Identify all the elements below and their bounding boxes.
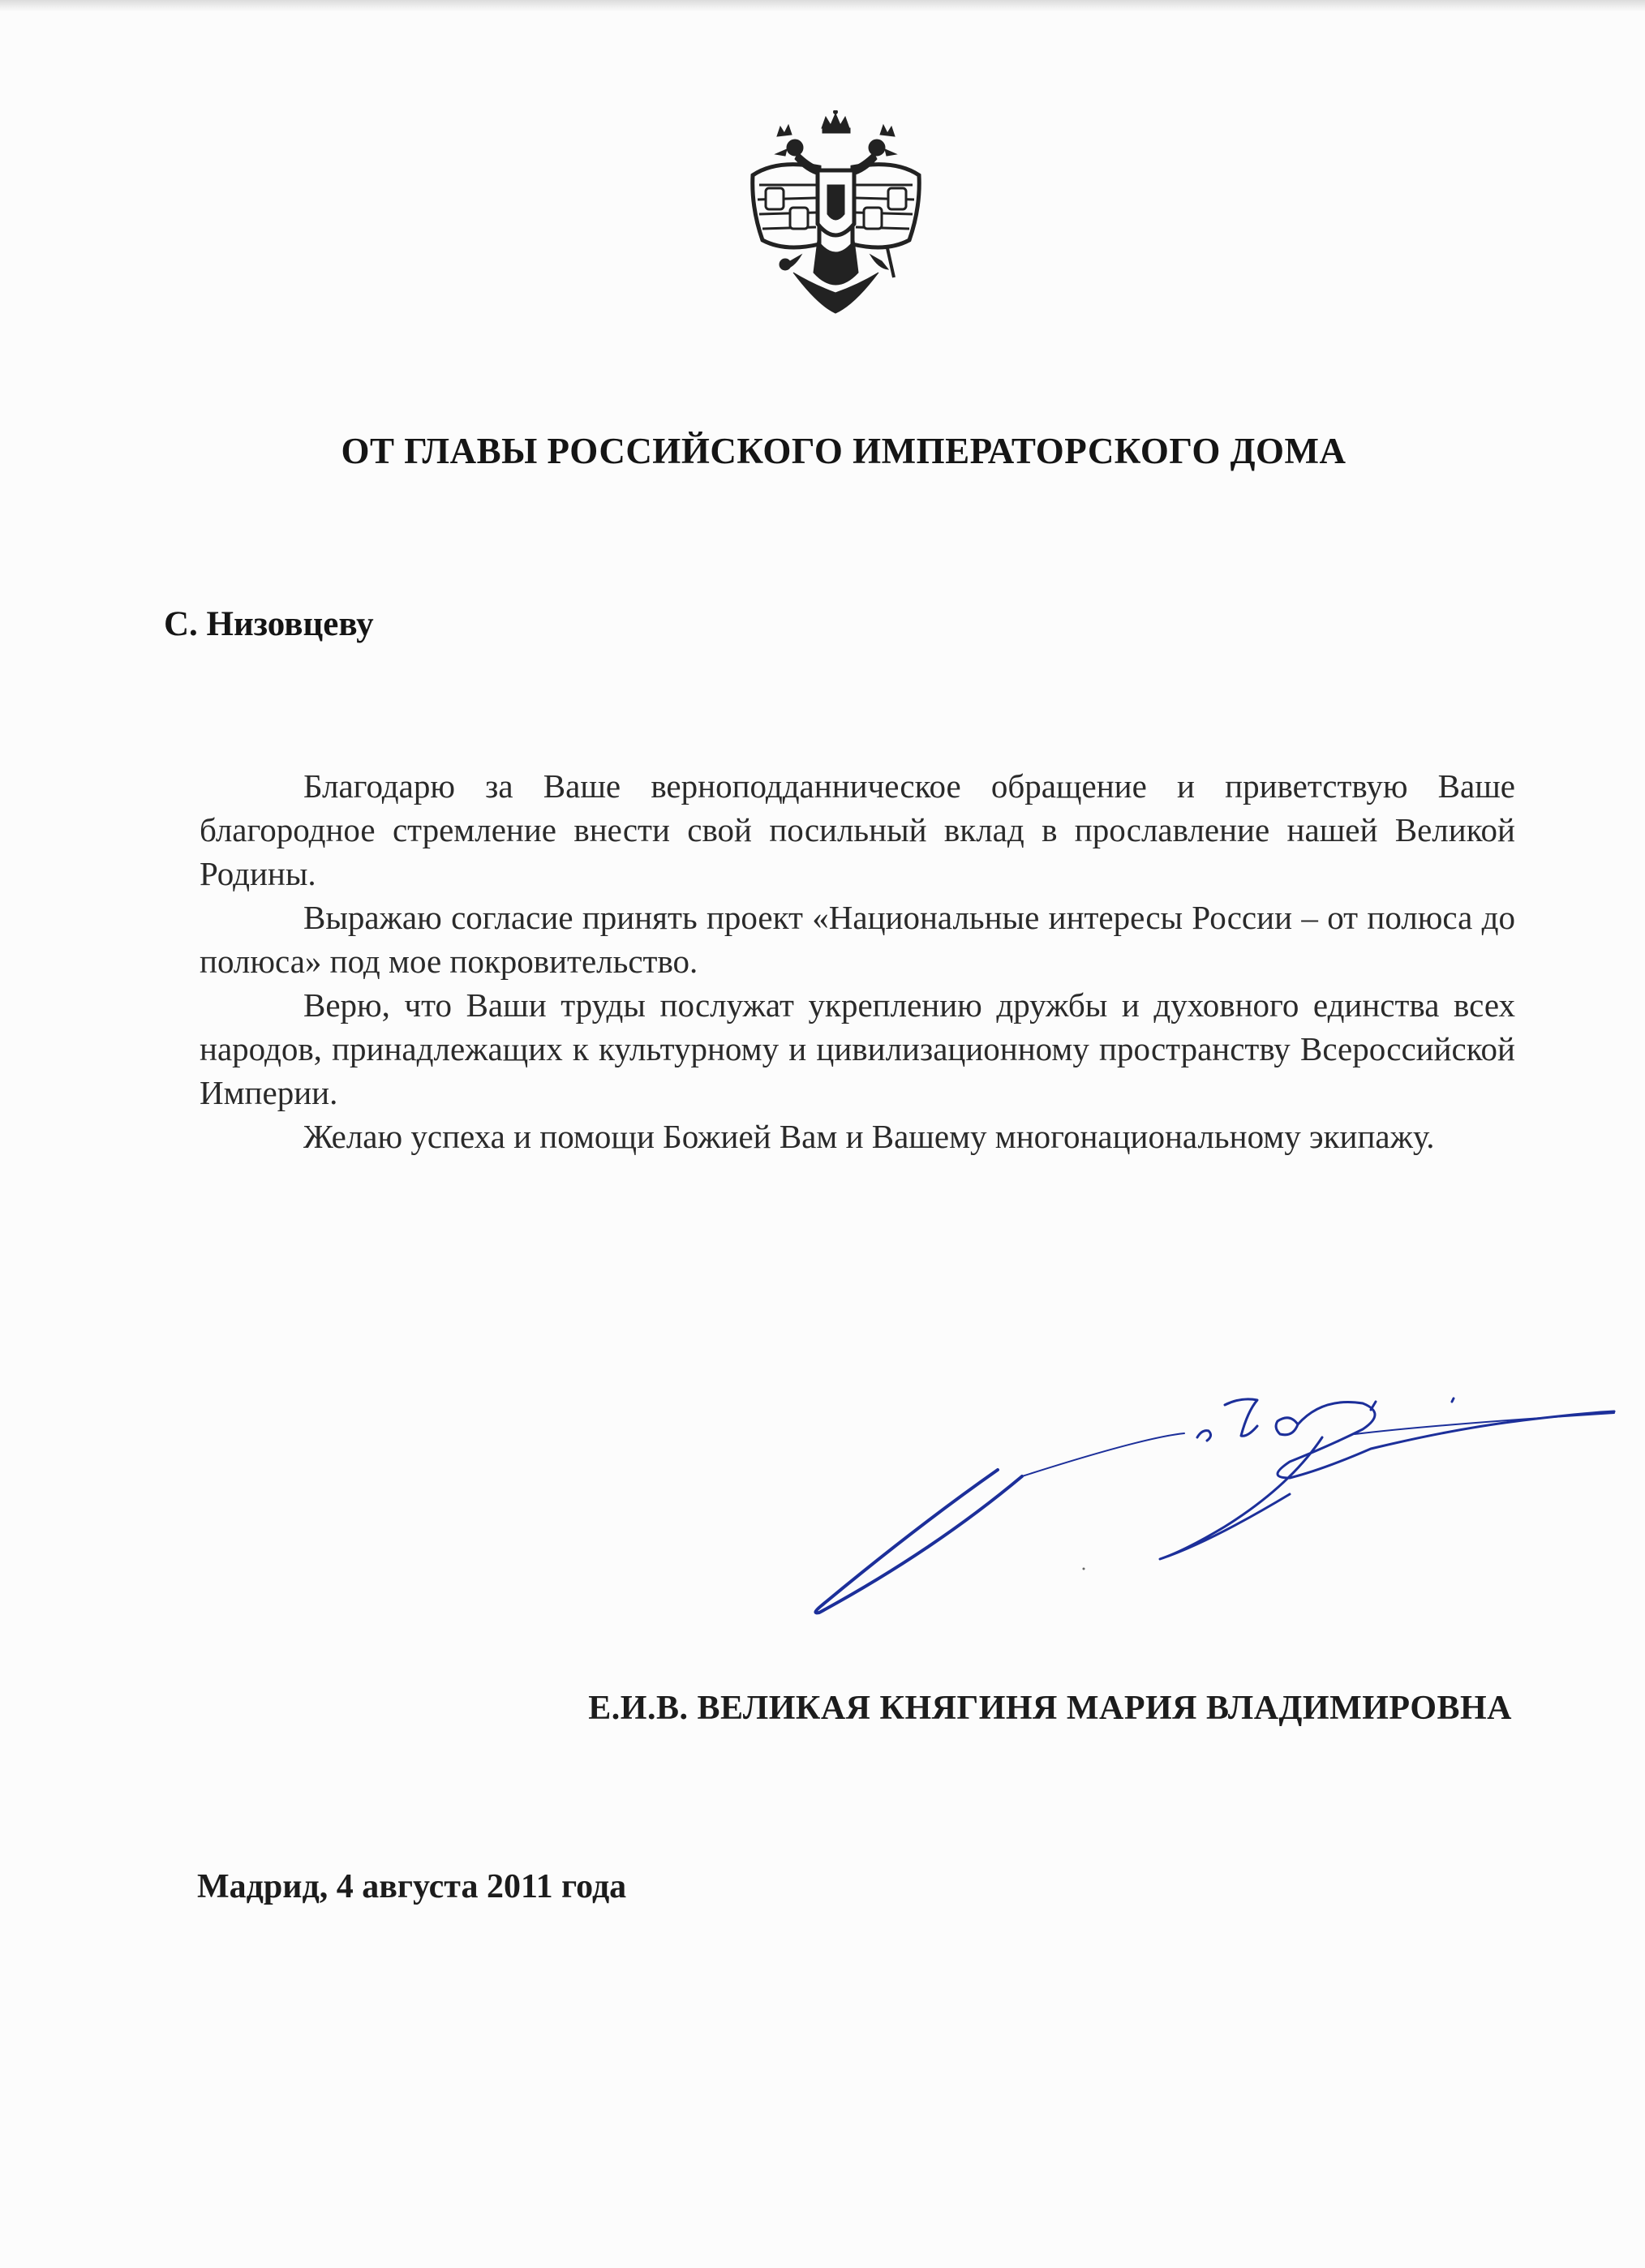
letter-body <box>200 764 1515 1158</box>
paragraph: Верю, что Ваши труды послужат укреплению дружбы и духовного единства всех народов, принадлежащих к культурному и цивилизационному пространству Всероссийской Империи. <box>200 986 1515 1111</box>
paragraph: Благодарю за Ваше верноподданническое обращение и приветствую Ваше благородное стремление внести свой посильный вклад в прославление нашей Великой Родины. <box>200 767 1515 892</box>
letter-heading: ОТ ГЛАВЫ РОССИЙСКОГО ИМПЕРАТОРСКОГО ДОМА <box>341 431 1346 471</box>
coat-of-arms-icon <box>745 110 927 317</box>
signer-title: Е.И.В. ВЕЛИКАЯ КНЯГИНЯ МАРИЯ ВЛАДИМИРОВНА <box>588 1690 1512 1727</box>
paragraph: Желаю успеха и помощи Божией Вам и Вашему многонациональному экипажу. <box>303 1118 1435 1155</box>
handwritten-signature <box>803 1389 1622 1624</box>
page-edge-shadow <box>0 0 1645 11</box>
paragraph: Выражаю согласие принять проект «Национальные интересы России – от полюса до полюса» под мое покровительство. <box>200 899 1515 980</box>
place-and-date: Мадрид, 4 августа 2011 года <box>197 1868 627 1905</box>
addressee: С. Низовцеву <box>164 605 374 643</box>
